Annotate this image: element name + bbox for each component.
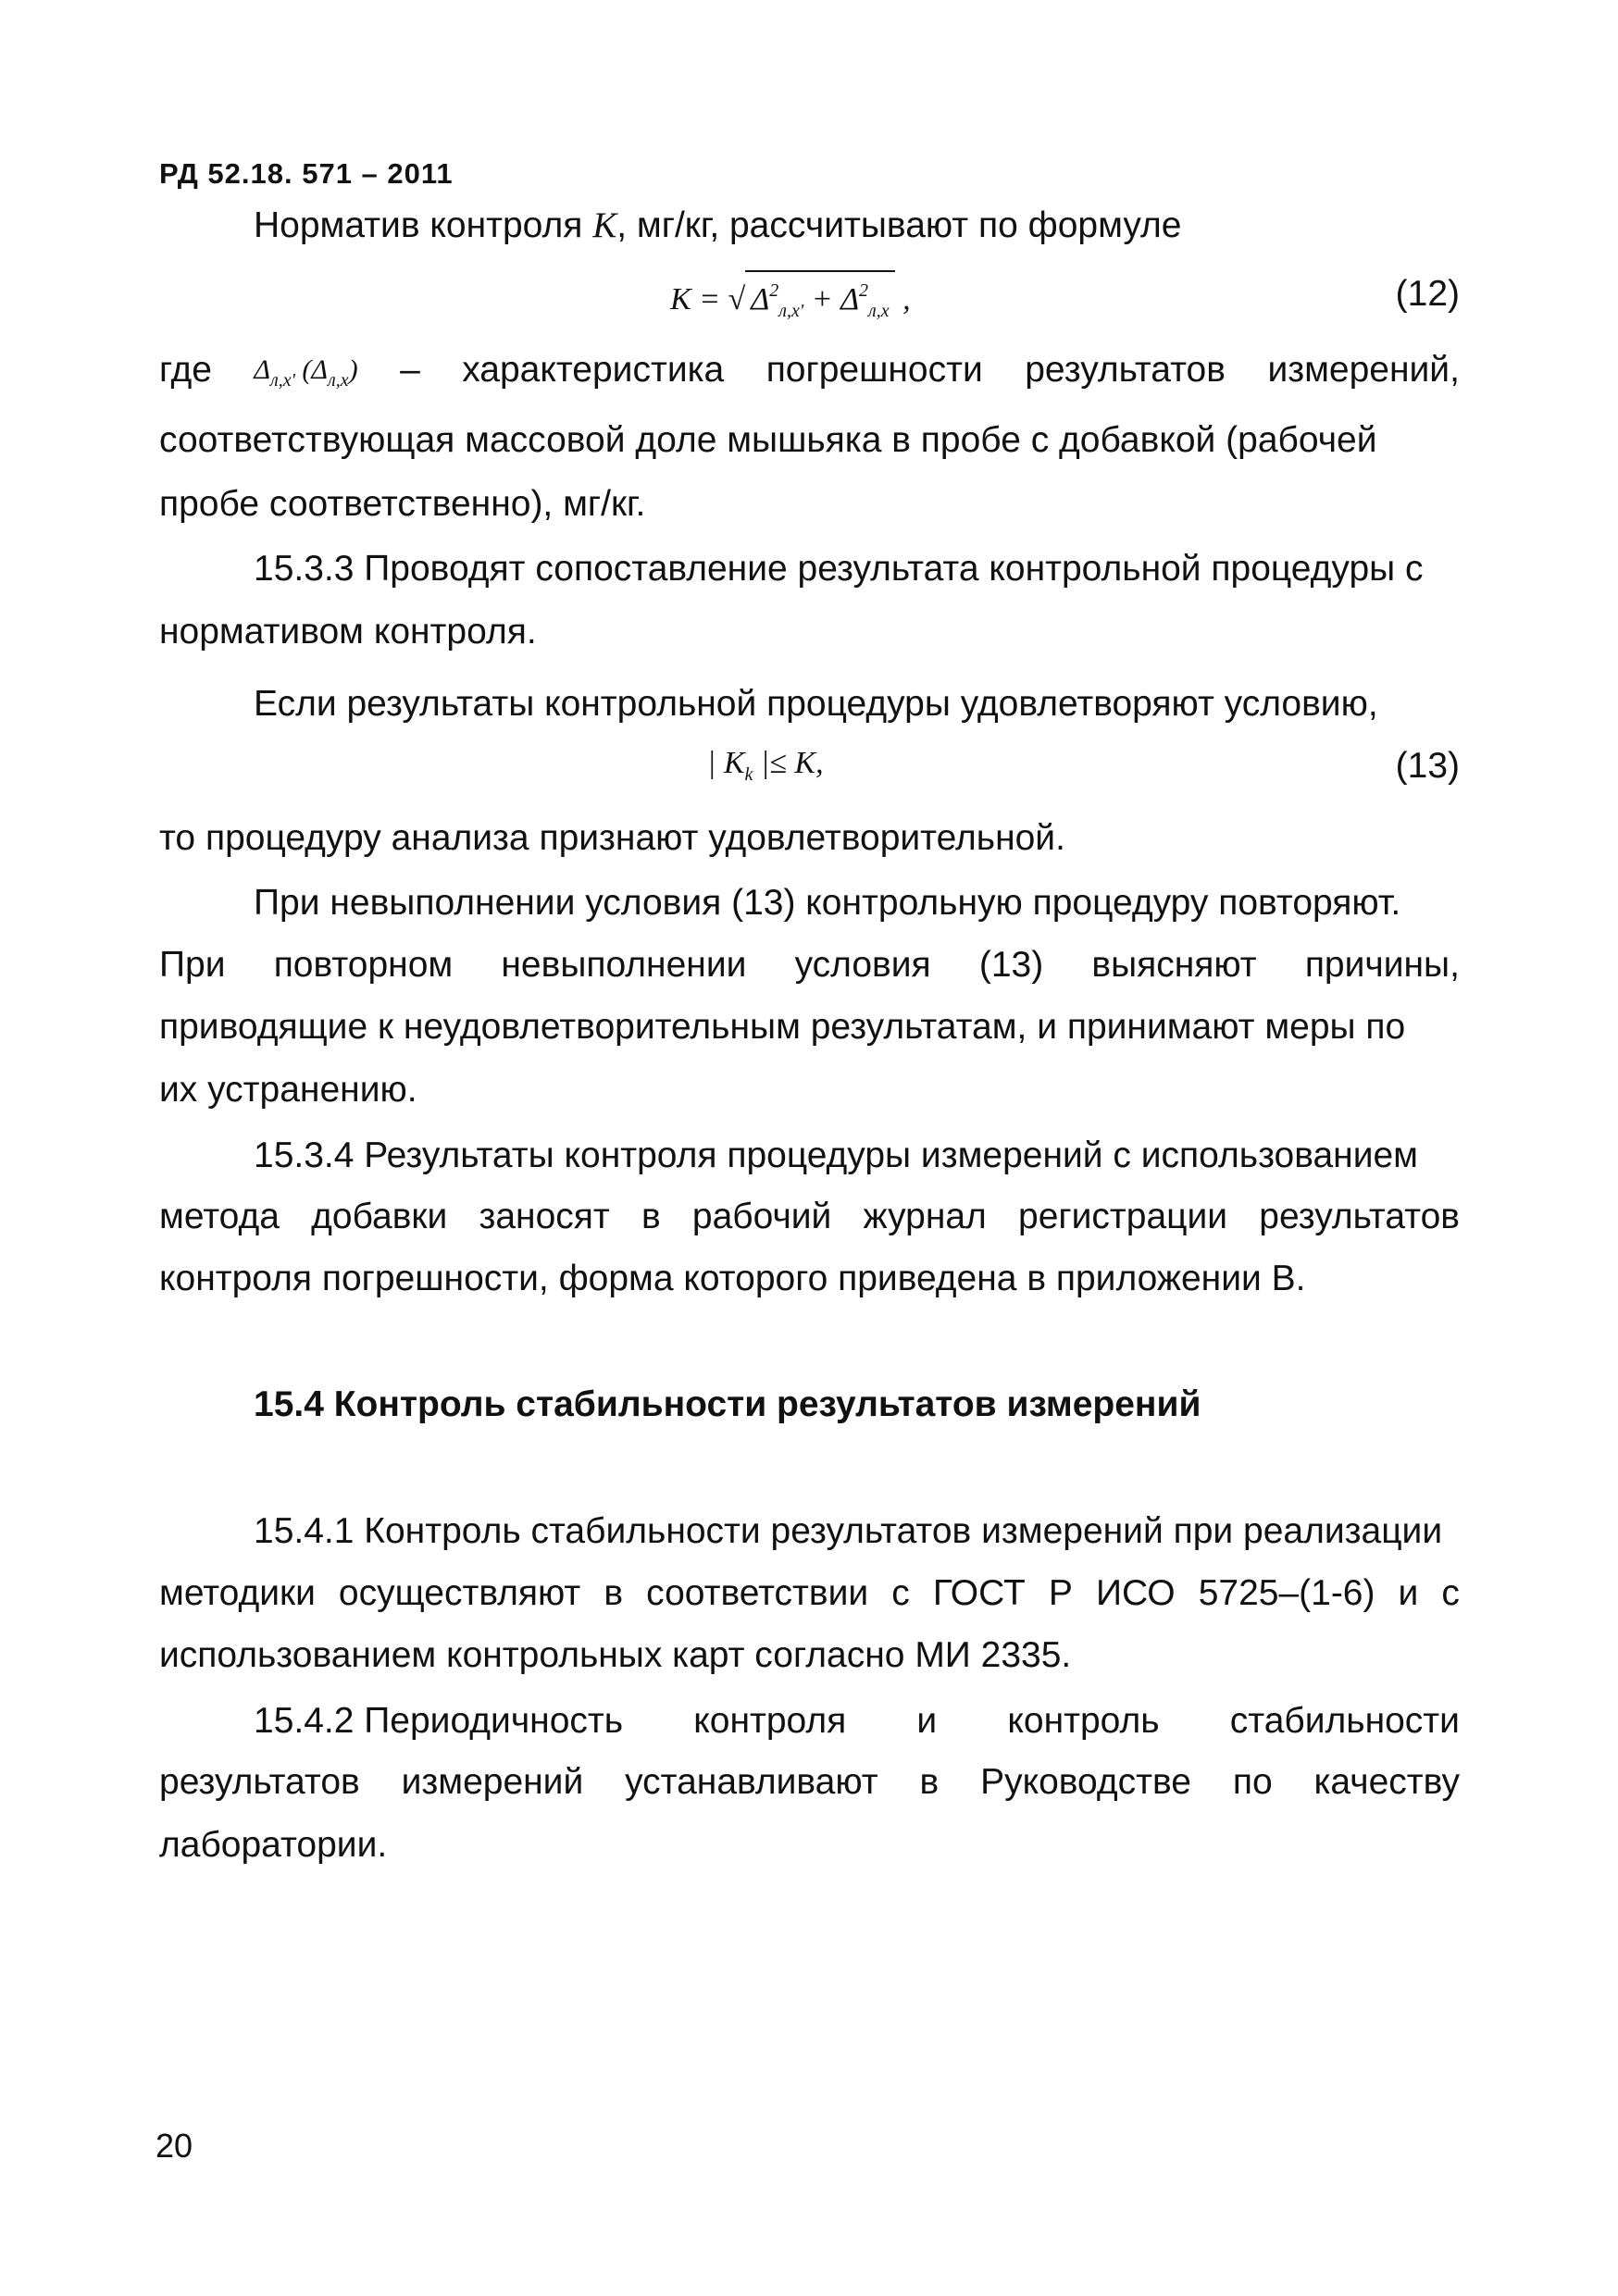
equation-number-13: (13)	[1395, 746, 1460, 786]
para-1533-line-1: 15.3.3 Проводят сопоставление результата контрольной процедуры с	[254, 549, 1424, 589]
para-1541-line-1: 15.4.1 Контроль стабильности результатов измерений при реализации	[254, 1511, 1443, 1551]
repeat-line-1: При невыполнении условия (13) контрольную процедуру повторяют.	[254, 883, 1401, 923]
section-heading-15-4: 15.4 Контроль стабильности результатов измерений	[254, 1384, 1201, 1424]
norm-intro-line: Норматив контроля K, мг/кг, рассчитывают по формуле	[254, 205, 1182, 245]
sqrt-radicand: $\Delta^2_{л,х'} + \Delta^2_{л,х}$	[745, 270, 894, 329]
para-1541-line-2: методики осуществляют в соответствии с ГОСТ Р ИСО 5725–(1-6) и с	[159, 1573, 1460, 1613]
para-1542-line-1: 15.4.2 Периодичность контроля и контроль стабильности	[254, 1701, 1460, 1741]
repeat-line-3: приводящие к неудовлетворительным результатам, и принимают меры по	[159, 1007, 1406, 1047]
para-1534-line-3: контроля погрешности, форма которого приведена в приложении В.	[159, 1259, 1306, 1298]
para-1541-line-3: использованием контрольных карт согласно МИ 2335.	[159, 1635, 1072, 1675]
repeat-line-2: При повторном невыполнении условия (13) выясняют причины,	[159, 945, 1460, 985]
equation-number-12: (12)	[1395, 274, 1460, 314]
formula-13: | $K_k$ |≤ K,	[707, 746, 824, 785]
where-line: где $\Delta_{л,х'}$ $(\Delta_{л,х})$ – характеристика погрешности результатов измерений,	[159, 348, 1460, 403]
delta-symbol: $\Delta_{л,х'}$ $(\Delta_{л,х})$	[254, 354, 358, 391]
condition-intro: Если результаты контрольной процедуры удовлетворяют условию,	[254, 684, 1378, 724]
para-1534-line-1: 15.3.4 Результаты контроля процедуры измерений с использованием	[254, 1136, 1418, 1175]
para-1542-line-3: лаборатории.	[159, 1825, 388, 1865]
where-line-3: пробе соответственно), мг/кг.	[159, 484, 646, 524]
repeat-line-4: их устранению.	[159, 1070, 417, 1110]
document-code: РД 52.18. 571 – 2011	[159, 157, 454, 190]
para-1534-line-2: метода добавки заносят в рабочий журнал регистрации результатов	[159, 1197, 1460, 1236]
page-number: 20	[156, 2127, 193, 2165]
formula-12: K = √ $\Delta^2_{л,х'} + \Delta^2_{л,х}$ ,	[670, 270, 911, 329]
where-line-2: соответствующая массовой доле мышьяка в пробе с добавкой (рабочей	[159, 420, 1377, 460]
para-1533-line-2: нормативом контроля.	[159, 612, 537, 652]
condition-result: то процедуру анализа признают удовлетворительной.	[159, 818, 1065, 858]
para-1542-line-2: результатов измерений устанавливают в Руководстве по качеству	[159, 1762, 1460, 1802]
